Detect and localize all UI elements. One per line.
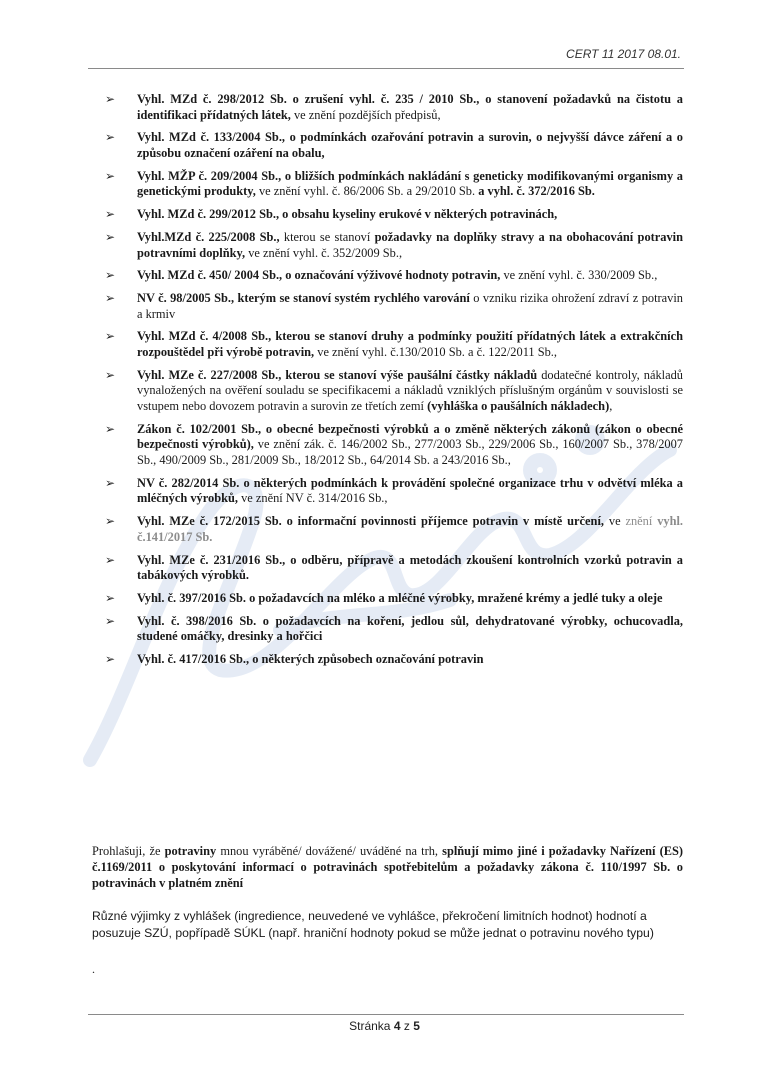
arrow-bullet-icon: ➢ (105, 514, 116, 529)
list-item: ➢ NV č. 282/2014 Sb. o některých podmínkách k provádění společné organizace trhu v odvětví mléka a mléčných výrobků, ve znění NV č. 314/2016 Sb., (105, 475, 683, 506)
legislation-list (105, 92, 683, 675)
header-divider (88, 68, 684, 69)
total-pages: 5 (413, 1019, 420, 1033)
arrow-bullet-icon: ➢ (105, 590, 116, 605)
arrow-bullet-icon: ➢ (105, 92, 116, 106)
list-item: ➢ Zákon č. 102/2001 Sb., o obecné bezpečnosti výrobků a o změně některých zákonů (zákon o obecné bezpečnosti výrobků), ve znění zák. č. 146/2002 Sb., 277/2003 Sb., 229/2006 Sb., 160/2007 Sb., 378/2007 Sb., 490/2009 Sb., 281/2009 Sb., 18/2012 Sb., 64/2014 Sb. a 243/2016 Sb., (105, 421, 683, 467)
arrow-bullet-icon: ➢ (105, 168, 116, 183)
page-label: Stránka (349, 1019, 391, 1033)
list-item: ➢ Vyhl. MZd č. 298/2012 Sb. o zrušení vyhl. č. 235 / 2010 Sb., o stanovení požadavků na čistotu a identifikaci přídatných látek, ve znění pozdějších předpisů, (105, 92, 683, 122)
list-item: ➢ Vyhl. č. 397/2016 Sb. o požadavcích na mléko a mléčné výrobky, mražené krémy a jedlé tuky a oleje (105, 590, 663, 605)
arrow-bullet-icon: ➢ (105, 207, 116, 222)
exceptions-note: Různé výjimky z vyhlášek (ingredience, neuvedené ve vyhlášce, překročení limitních hodnot) hodnotí a posuzuje SZÚ, popřípadě SÚKL (např. hraniční hodnoty pokud se může jednat o potravinu nového typu) (92, 909, 654, 940)
document-reference: CERT 11 2017 08.01. (566, 47, 681, 61)
list-item: ➢ Vyhl. MZd č. 450/ 2004 Sb., o označování výživové hodnoty potravin, ve znění vyhl. č. 330/2009 Sb., (105, 268, 658, 283)
arrow-bullet-icon: ➢ (105, 268, 116, 283)
arrow-bullet-icon: ➢ (105, 552, 116, 567)
list-item: ➢ Vyhl. č. 417/2016 Sb., o některých způsobech označování potravin (105, 652, 484, 667)
list-item: ➢ Vyhl. MŽP č. 209/2004 Sb., o bližších podmínkách nakládání s geneticky modifikovanými organismy a genetickými produkty, ve znění vyhl. č. 86/2006 Sb. a 29/2010 Sb. a vyhl. č. 372/2016 Sb. (105, 168, 683, 199)
list-item: ➢ Vyhl. č. 398/2016 Sb. o požadavcích na koření, jedlou sůl, dehydratované výrobky, ochucovadla, studené omáčky, dresinky a hořčici (105, 613, 683, 644)
stray-mark: . (92, 962, 95, 976)
list-item: ➢ Vyhl. MZd č. 299/2012 Sb., o obsahu kyseliny erukové v některých potravinách, (105, 207, 558, 222)
list-item: ➢ Vyhl. MZd č. 133/2004 Sb., o podmínkách ozařování potravin a surovin, o nejvyšší dávce záření a o způsobu označení ozáření na obalu, (105, 130, 683, 160)
list-item: ➢ Vyhl. MZe č. 227/2008 Sb., kterou se stanoví výše paušální částky nákladů dodatečné kontroly, nákladů vynaložených na ověření souladu se specifikacemi a nákladů vzniklých příslušným orgánům v souvislosti se vstupem nebo dovozem potravin a surovin ze třetích zemí (vyhláška o paušálních nákladech), (105, 367, 683, 413)
list-item: ➢ Vyhl.MZd č. 225/2008 Sb., kterou se stanoví požadavky na doplňky stravy a na obohacování potravin potravními doplňky, ve znění vyhl. č. 352/2009 Sb., (105, 229, 683, 260)
arrow-bullet-icon: ➢ (105, 329, 116, 344)
page-number (0, 1019, 769, 1033)
list-item: ➢ Vyhl. MZe č. 231/2016 Sb., o odběru, přípravě a metodách zkoušení kontrolních vzorků potravin a tabákových výrobků. (105, 552, 683, 583)
page-separator: z (403, 1019, 410, 1033)
arrow-bullet-icon: ➢ (105, 229, 116, 244)
current-page: 4 (393, 1019, 401, 1033)
declaration-paragraph: Prohlašuji, že potraviny mnou vyráběné/ dovážené/ uváděné na trh, splňují mimo jiné i požadavky Nařízení (ES) č.1169/2011 o poskytování informací o potravinách spotřebitelům a požadavky zákona č. 110/1997 Sb. o potravinách v platném znění (92, 844, 683, 890)
list-item: ➢ Vyhl. MZd č. 4/2008 Sb., kterou se stanoví druhy a podmínky použití přídatných látek a extrakčních rozpouštědel při výrobě potravin, ve znění vyhl. č.130/2010 Sb. a č. 122/2011 Sb., (105, 329, 683, 360)
arrow-bullet-icon: ➢ (105, 421, 116, 436)
arrow-bullet-icon: ➢ (105, 291, 116, 306)
arrow-bullet-icon: ➢ (105, 130, 116, 145)
arrow-bullet-icon: ➢ (105, 475, 116, 490)
arrow-bullet-icon: ➢ (105, 613, 116, 628)
footer-divider (88, 1014, 684, 1015)
list-item: ➢ NV č. 98/2005 Sb., kterým se stanoví systém rychlého varování o vzniku rizika ohrožení zdraví z potravin a krmiv (105, 291, 683, 321)
arrow-bullet-icon: ➢ (105, 652, 116, 667)
list-item: ➢ Vyhl. MZe č. 172/2015 Sb. o informační povinnosti příjemce potravin v místě určení, ve znění vyhl. č.141/2017 Sb. (105, 514, 684, 544)
arrow-bullet-icon: ➢ (105, 367, 116, 382)
